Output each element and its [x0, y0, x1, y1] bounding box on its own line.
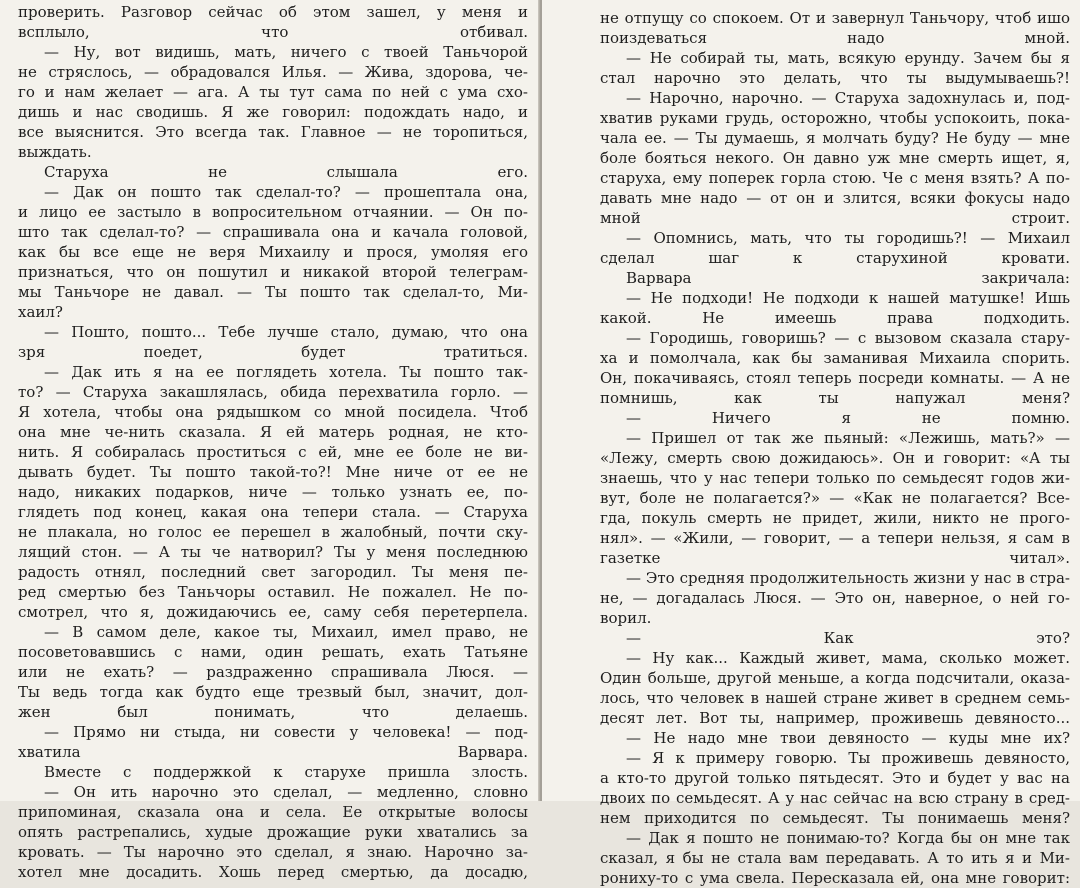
text-line: давать мне надо — от он и злится, всяки фокусы надо	[600, 189, 1070, 207]
text-line: сказал, я бы не стала вам передавать. А то ить я и Ми-	[600, 849, 1070, 867]
text-line: — Ну, вот видишь, мать, ничего с твоей Таньчорой	[44, 43, 528, 61]
text-line: как бы все еще не веря Михаилу и прося, умоляя его	[18, 243, 528, 261]
text-line: — Я к примеру говорю. Ты проживешь девяносто,	[626, 749, 1070, 767]
text-line: дывать будет. Ты пошто такой-то?! Мне ниче от ее не	[18, 463, 528, 481]
text-line: — Не собирай ты, мать, всякую ерунду. Зачем бы я	[626, 49, 1070, 67]
text-line: Ты ведь тогда как будто еще трезвый был, значит, дол-	[18, 683, 528, 701]
text-line: лось, что человек в нашей стране живет в среднем семь-	[600, 689, 1070, 707]
text-line: го и нам желает — ага. А ты тут сама по ней с ума схо-	[18, 83, 528, 101]
text-line: мной строит.	[600, 209, 1070, 227]
text-line: мы Таньчоре не давал. — Ты пошто так сделал-то, Ми-	[18, 283, 528, 301]
text-line: вут, боле не полагается?» — «Как не полагается? Все-	[600, 489, 1070, 507]
text-line: всплыло, что отбивал.	[18, 23, 528, 41]
text-line: то? — Старуха закашлялась, обида перехватила горло. —	[18, 383, 528, 401]
text-line: — Он ить нарочно это сделал, — медленно, словно	[44, 783, 528, 801]
text-line: стал нарочно это делать, что ты выдумываешь?!	[600, 69, 1070, 87]
text-line: ред смертью без Таньчоры оставил. Не пожалел. Не по-	[18, 583, 528, 601]
text-line: признаться, что он пошутил и никакой второй телеграм-	[18, 263, 528, 281]
text-line: смотрел, что я, дожидаючись ее, саму себя перетерпела.	[18, 603, 528, 621]
text-line: — Ничего я не помню.	[626, 409, 1070, 427]
text-line: ворил.	[600, 609, 652, 627]
text-line: припоминая, сказала она и села. Ее открытые волосы	[18, 803, 528, 821]
text-line: какой. Не имеешь права подходить.	[600, 309, 1070, 327]
text-line: хотел мне досадить. Хошь перед смертью, да досадю,	[18, 863, 528, 881]
text-line: сделал шаг к старухиной кровати.	[600, 249, 1070, 267]
text-line: — Ну как... Каждый живет, мама, сколько может.	[626, 649, 1070, 667]
text-line: проверить. Разговор сейчас об этом зашел, у меня и	[18, 3, 528, 21]
text-line: — Дак он пошто так сделал-то? — прошептала она,	[44, 183, 528, 201]
text-line: — Пришел от так же пьяный: «Лежишь, мать?» —	[626, 429, 1070, 447]
text-line: хватила Варвара.	[18, 743, 528, 761]
text-line: надо, никаких подарков, ниче — только узнать ее, по-	[18, 483, 528, 501]
text-line: — Не надо мне твои девяносто — куды мне их?	[626, 729, 1070, 747]
text-line: все выяснится. Это всегда так. Главное — не торопиться,	[18, 123, 528, 141]
text-line: опять растрепались, худые дрожащие руки хватались за	[18, 823, 528, 841]
right-page-text	[600, 8, 1070, 888]
text-line: радость отнял, последний свет загородил. Ты меня пе-	[18, 563, 528, 581]
text-line: — Дак я пошто не понимаю-то? Когда бы он мне так	[626, 829, 1070, 847]
text-line: не плакала, но голос ее перешел в жалобный, почти ску-	[18, 523, 528, 541]
text-line: выждать.	[18, 143, 92, 161]
text-line: — Городишь, говоришь? — с вызовом сказала стару-	[626, 329, 1070, 347]
text-line: нял». — «Жили, — говорит, — а тепери нельзя, я сам в	[600, 529, 1070, 547]
text-line: старуха, ему поперек горла стою. Че с меня взять? А по-	[600, 169, 1070, 187]
text-line: газетке читал».	[600, 549, 1070, 567]
left-page-text	[18, 2, 528, 882]
text-line: боле бояться некого. Он давно уж мне смерть ищет, я,	[600, 149, 1070, 167]
text-line: — Дак ить я на ее поглядеть хотела. Ты пошто так-	[44, 363, 528, 381]
text-line: не, — догадалась Люся. — Это он, наверное, о ней го-	[600, 589, 1070, 607]
text-line: што так сделал-то? — спрашивала она и качала головой,	[18, 223, 528, 241]
text-line: не стряслось, — обрадовался Илья. — Жива, здорова, че-	[18, 63, 528, 81]
text-line: Он, покачиваясь, стоял теперь посреди комнаты. — А не	[600, 369, 1070, 387]
text-line: жен был понимать, что делаешь.	[18, 703, 528, 721]
text-line: рониху-то с ума свела. Пересказала ей, она мне говорит:	[600, 869, 1070, 887]
text-line: ха и помолчала, как бы заманивая Михаила спорить.	[600, 349, 1070, 367]
text-line: двоих по семьдесят. А у нас сейчас на всю страну в сред-	[600, 789, 1070, 807]
text-line: нем приходится по семьдесят. Ты понимаешь меня?	[600, 809, 1070, 827]
text-line: зря поедет, будет тратиться.	[18, 343, 528, 361]
text-line: поиздеваться надо мной.	[600, 29, 1070, 47]
text-line: или не ехать? — раздраженно спрашивала Люся. —	[18, 663, 528, 681]
text-line: Я хотела, чтобы она рядышком со мной посидела. Чтоб	[18, 403, 528, 421]
text-line: помнишь, как ты напужал меня?	[600, 389, 1070, 407]
text-line: а кто-то другой только пятьдесят. Это и будет у вас на	[600, 769, 1070, 787]
text-line: лящий стон. — А ты че натворил? Ты у меня последнюю	[18, 543, 528, 561]
text-line: — Опомнись, мать, что ты городишь?! — Михаил	[626, 229, 1070, 247]
text-line: — Прямо ни стыда, ни совести у человека! — под-	[44, 723, 528, 741]
text-line: гда, покуль смерть не придет, жили, никто не прого-	[600, 509, 1070, 527]
text-line: хватив руками грудь, осторожно, чтобы успокоить, пока-	[600, 109, 1070, 127]
left-page	[0, 0, 540, 881]
text-line: посоветовавшись с нами, один решать, ехать Татьяне	[18, 643, 528, 661]
text-line: Один больше, другой меньше, а когда подсчитали, оказа-	[600, 669, 1070, 687]
text-line: и лицо ее застыло в вопросительном отчаянии. — Он по-	[18, 203, 528, 221]
text-line: глядеть под конец, какая она тепери стала. — Старуха	[18, 503, 528, 521]
text-line: Старуха не слышала его.	[44, 163, 528, 181]
text-line: десят лет. Вот ты, например, проживешь девяносто...	[600, 709, 1070, 727]
text-line: — Не подходи! Не подходи к нашей матушке! Ишь	[626, 289, 1070, 307]
text-line: «Лежу, смерть свою дожидаюсь». Он и говорит: «А ты	[600, 449, 1070, 467]
text-line: — Пошто, пошто... Тебе лучше стало, думаю, что она	[44, 323, 528, 341]
text-line: — Нарочно, нарочно. — Старуха задохнулась и, под-	[626, 89, 1070, 107]
text-line: знаешь, что у нас тепери только по семьдесят годов жи-	[600, 469, 1070, 487]
text-line: дишь и нас сводишь. Я же говорил: подождать надо, и	[18, 103, 528, 121]
text-line: кровать. — Ты нарочно это сделал, я знаю. Нарочно за-	[18, 843, 528, 861]
text-line: — В самом деле, какое ты, Михаил, имел право, не	[44, 623, 528, 641]
right-page	[542, 0, 1080, 887]
text-line: Вместе с поддержкой к старухе пришла злость.	[44, 763, 528, 781]
text-line: Варвара закричала:	[626, 269, 1070, 287]
text-line: чала ее. — Ты думаешь, я молчать буду? Не буду — мне	[600, 129, 1070, 147]
text-line: — Как это?	[626, 629, 1070, 647]
text-line: нить. Я собиралась проститься с ей, мне ее боле не ви-	[18, 443, 528, 461]
text-line: не отпущу со спокоем. От и завернул Таньчору, чтоб ишо	[600, 9, 1070, 27]
text-line: она мне че-нить сказала. Я ей матерь родная, не кто-	[18, 423, 528, 441]
text-line: — Это средняя продолжительность жизни у нас в стра-	[626, 569, 1070, 587]
text-line: хаил?	[18, 303, 63, 321]
